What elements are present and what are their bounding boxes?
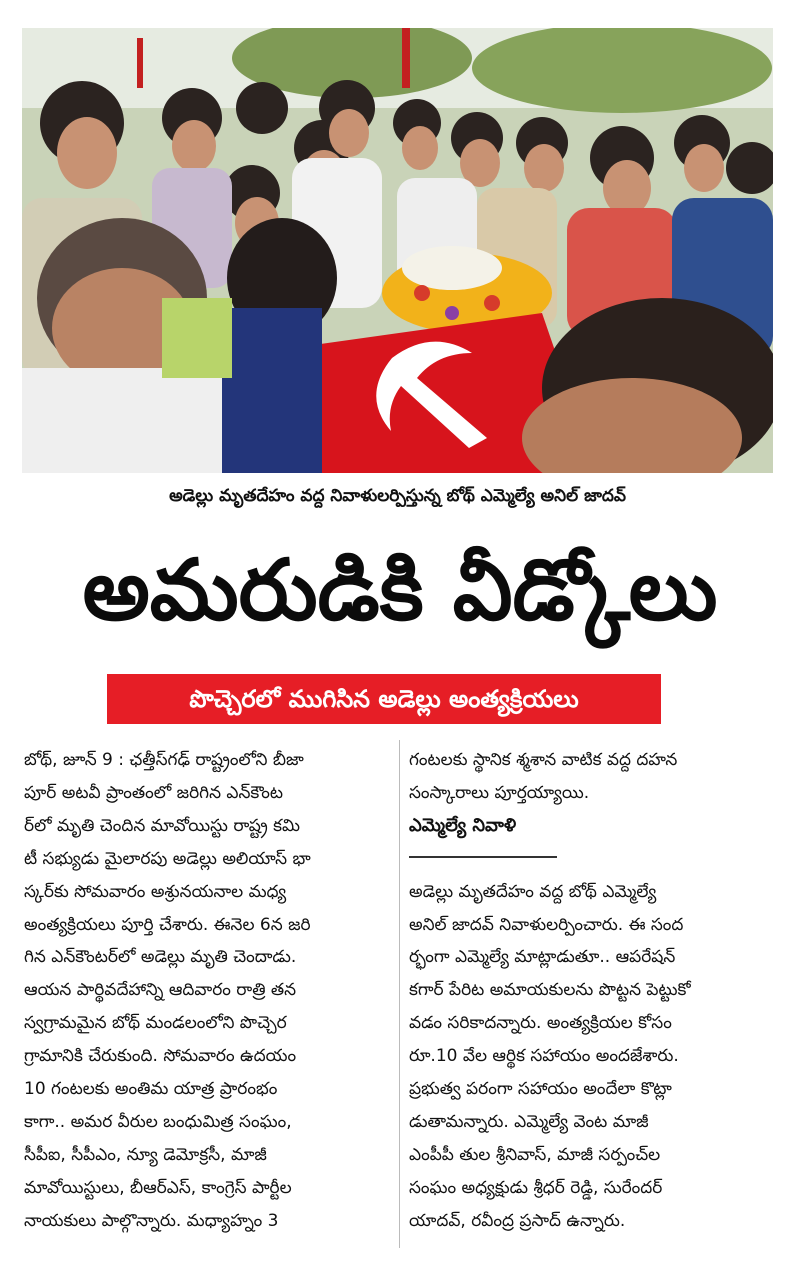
news-photo [22, 28, 773, 473]
column-divider [399, 740, 400, 1248]
spacer-line [409, 843, 777, 876]
subheadline-banner: పొచ్చెరలో ముగిసిన అడెల్లు అంత్యక్రియలు [107, 674, 661, 724]
article-line: స్కర్‌కు సోమవారం అశ్రునయనాల మధ్య [24, 881, 287, 902]
photo-caption: అడెల్లు మృతదేహం వద్ద నివాళులర్పిస్తున్న బోథ్ ఎమ్మెల్యే అనిల్ జాదవ్ [169, 486, 626, 506]
article-line: ఆయన పార్థివదేహాన్ని ఆదివారం రాత్రి తన [24, 980, 297, 1001]
article-line: అడెల్లు మృతదేహం వద్ద బోథ్ ఎమ్మెల్యే [409, 881, 657, 902]
article-line: మావోయిస్టులు, బీఆర్ఎస్, కాంగ్రెస్ పార్టీల [24, 1177, 292, 1198]
article-column-left [24, 744, 396, 1238]
headline: అమరుడికి వీడ్కోలు [82, 541, 718, 639]
article-line: ఎంపీపీ తుల శ్రీనివాస్, మాజీ సర్పంచ్‌ల [409, 1144, 661, 1165]
article-line: ర్‌లో మృతి చెందిన మావోయిస్టు రాష్ట్ర కమి [24, 815, 301, 836]
article-line: ప్రభుత్వ పరంగా సహాయం అందేలా కొట్లా [409, 1079, 672, 1100]
article-line: టీ సభ్యుడు మైలారపు అడెల్లు అలియాస్ భా [24, 848, 311, 869]
article-line: అనిల్ జాదవ్ నివాళులర్పించారు. ఈ సంద [409, 914, 684, 935]
section-heading-underline [409, 856, 557, 858]
article-line: పూర్ అటవీ ప్రాంతంలో జరిగిన ఎన్‌కౌంట [24, 782, 284, 803]
section-heading: ఎమ్మెల్యే నివాళి [409, 814, 517, 836]
article-line: వడం సరికాదన్నారు. అంత్యక్రియల కోసం [409, 1013, 672, 1034]
article-column-right [409, 744, 777, 1238]
article-line: డుతామన్నారు. ఎమ్మెల్యే వెంట మాజీ [409, 1111, 649, 1132]
article-line: అంత్యక్రియలు పూర్తి చేశారు. ఈనెల 6న జరి [24, 914, 311, 935]
article-line: నాయకులు పాల్గొన్నారు. మధ్యాహ్నం 3 [24, 1210, 279, 1231]
article-line: సంస్కారాలు పూర్తయ్యాయి. [409, 782, 590, 803]
article-line: 10 గంటలకు అంతిమ యాత్ర ప్రారంభం [24, 1079, 278, 1100]
article-line: బోథ్, జూన్ 9 : ఛత్తీస్‌గఢ్ రాష్ట్రంలోని బీజా [24, 750, 304, 770]
article-line: సంఘం అధ్యక్షుడు శ్రీధర్ రెడ్డి, సురేందర్ [409, 1177, 663, 1198]
article-line: సీపీఐ, సీపీఎం, న్యూ డెమోక్రసీ, మాజీ [24, 1144, 267, 1165]
article-line: స్వగ్రామమైన బోథ్ మండలంలోని పొచ్చెర [24, 1013, 287, 1034]
article-line: రూ.10 వేల ఆర్థిక సహాయం అందజేశారు. [409, 1046, 679, 1067]
article-line: గ్రామానికి చేరుకుంది. సోమవారం ఉదయం [24, 1046, 297, 1067]
article-line: గిన ఎన్‌కౌంటర్‌లో అడెల్లు మృతి చెందాడు. [24, 947, 297, 968]
article-line: గంటలకు స్థానిక శ్మశాన వాటిక వద్ద దహన [409, 750, 678, 770]
article-line: కాగా.. అమర వీరుల బంధుమిత్ర సంఘం, [24, 1111, 292, 1132]
article-line: యాదవ్, రవీంద్ర ప్రసాద్ ఉన్నారు. [409, 1210, 626, 1231]
article-line: ర్భంగా ఎమ్మెల్యే మాట్లాడుతూ.. ఆపరేషన్ [409, 947, 676, 968]
article-line: కగార్ పేరిట అమాయకులను పొట్టన పెట్టుకో [409, 980, 691, 1001]
funeral-scene-image [22, 28, 773, 473]
